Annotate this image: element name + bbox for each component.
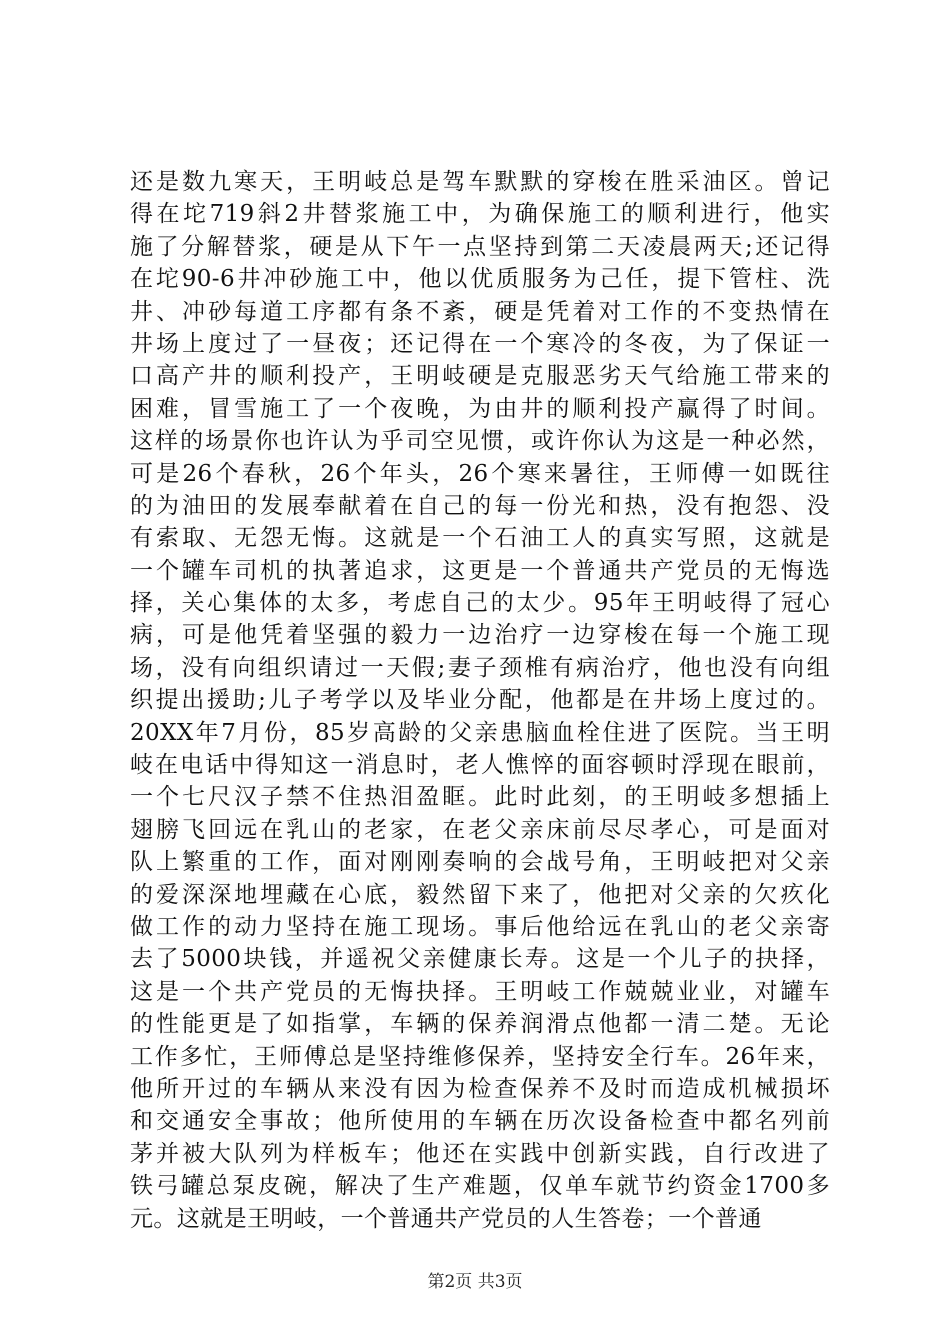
text-line: 有索取、无怨无悔。这就是一个石油工人的真实写照，这就是 <box>130 525 830 552</box>
text-line: 得在坨719斜2井替浆施工中，为确保施工的顺利进行，他实 <box>130 201 830 228</box>
body-text <box>130 166 830 1235</box>
text-line: 这样的场景你也许认为乎司空见惯，或许你认为这是一种必然， <box>130 428 830 455</box>
text-line: 织提出援助;儿子考学以及毕业分配，他都是在井场上度过的。 <box>130 687 830 714</box>
text-line: 择，关心集体的太多，考虑自己的太少。95年王明岐得了冠心 <box>130 590 830 617</box>
text-line: 队上繁重的工作，面对刚刚奏响的会战号角，王明岐把对父亲 <box>130 849 830 876</box>
text-line: 的为油田的发展奉献着在自己的每一份光和热，没有抱怨、没 <box>130 492 830 519</box>
text-line: 的性能更是了如指掌，车辆的保养润滑点他都一清二楚。无论 <box>130 1011 830 1038</box>
text-line: 口高产井的顺利投产，王明岐硬是克服恶劣天气给施工带来的 <box>130 363 830 390</box>
text-line: 翅膀飞回远在乳山的老家，在老父亲床前尽尽孝心，可是面对 <box>130 816 830 843</box>
text-line: 一个七尺汉子禁不住热泪盈眶。此时此刻，的王明岐多想插上 <box>130 784 830 811</box>
text-line: 他所开过的车辆从来没有因为检查保养不及时而造成机械损坏 <box>130 1075 830 1102</box>
text-line: 场，没有向组织请过一天假;妻子颈椎有病治疗，他也没有向组 <box>130 654 830 681</box>
text-line: 的爱深深地埋藏在心底，毅然留下来了，他把对父亲的欠疚化 <box>130 881 830 908</box>
text-line: 做工作的动力坚持在施工现场。事后他给远在乳山的老父亲寄 <box>130 913 830 940</box>
page-footer: 第2页 共3页 <box>427 1272 523 1292</box>
text-line: 岐在电话中得知这一消息时，老人憔悴的面容顿时浮现在眼前， <box>130 752 830 779</box>
text-line: 工作多忙，王师傅总是坚持维修保养，坚持安全行车。26年来， <box>130 1043 830 1070</box>
text-line: 井场上度过了一昼夜；还记得在一个寒冷的冬夜，为了保证一 <box>130 330 830 357</box>
text-line: 病，可是他凭着坚强的毅力一边治疗一边穿梭在每一个施工现 <box>130 622 830 649</box>
text-line: 井、冲砂每道工序都有条不紊，硬是凭着对工作的不变热情在 <box>130 298 830 325</box>
text-line: 和交通安全事故；他所使用的车辆在历次设备检查中都名列前 <box>130 1108 830 1135</box>
text-line: 还是数九寒天，王明岐总是驾车默默的穿梭在胜采油区。曾记 <box>130 169 830 195</box>
text-line: 茅并被大队列为样板车；他还在实践中创新实践，自行改进了 <box>130 1140 830 1167</box>
text-line: 施了分解替浆，硬是从下午一点坚持到第二天凌晨两天;还记得 <box>130 233 830 260</box>
text-line: 可是26个春秋，26个年头，26个寒来暑往，王师傅一如既往 <box>130 460 830 487</box>
text-line: 去了5000块钱，并遥祝父亲健康长寿。这是一个儿子的抉择， <box>130 946 830 973</box>
text-line: 一个罐车司机的执著追求，这更是一个普通共产党员的无悔选 <box>130 557 830 584</box>
text-line: 这是一个共产党员的无悔抉择。王明岐工作兢兢业业，对罐车 <box>130 978 830 1005</box>
text-line: 在坨90-6井冲砂施工中，他以优质服务为己任，提下管柱、洗 <box>130 266 830 293</box>
text-line: 铁弓罐总泵皮碗，解决了生产难题，仅单车就节约资金1700多 <box>130 1173 830 1200</box>
text-line: 困难，冒雪施工了一个夜晚，为由井的顺利投产赢得了时间。 <box>130 395 830 422</box>
text-line: 20XX年7月份，85岁高龄的父亲患脑血栓住进了医院。当王明 <box>130 719 830 746</box>
text-line: 元。这就是王明岐，一个普通共产党员的人生答卷；一个普通 <box>130 1205 762 1232</box>
